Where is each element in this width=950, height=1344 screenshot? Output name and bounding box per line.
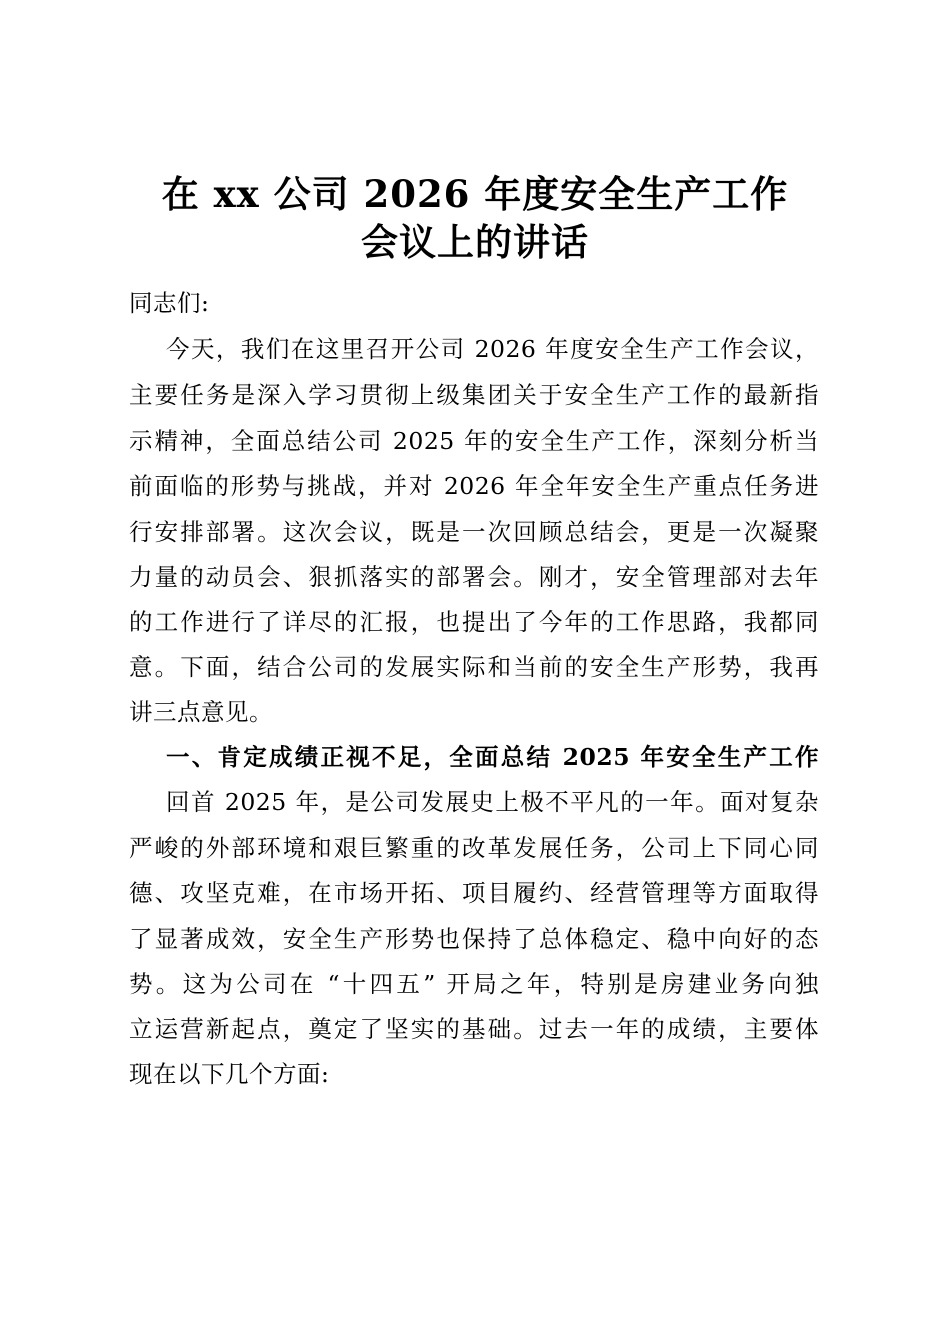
salutation: 同志们: xyxy=(129,289,210,317)
paragraph-1-line: 今天，我们在这里召开公司 2026 年度安全生产工作会议， xyxy=(166,335,819,363)
paragraph-2-line: 了显著成效，安全生产形势也保持了总体稳定、稳中向好的态 xyxy=(129,925,819,953)
paragraph-1-line: 的工作进行了详尽的汇报，也提出了今年的工作思路，我都同 xyxy=(129,608,819,636)
paragraph-1-line: 力量的动员会、狠抓落实的部署会。刚才，安全管理部对去年 xyxy=(129,563,819,591)
document-title-line-1: 在 xx 公司 2026 年度安全生产工作 xyxy=(161,172,789,216)
paragraph-2-line: 德、攻坚克难，在市场开拓、项目履约、经营管理等方面取得 xyxy=(129,879,819,907)
paragraph-2-line: 立运营新起点，奠定了坚实的基础。过去一年的成绩，主要体 xyxy=(129,1015,819,1043)
paragraph-2-line: 严峻的外部环境和艰巨繁重的改革发展任务，公司上下同心同 xyxy=(129,834,819,862)
document-title-line-2: 会议上的讲话 xyxy=(361,220,589,264)
paragraph-2-line: 现在以下几个方面: xyxy=(129,1060,330,1088)
paragraph-2-line: 回首 2025 年，是公司发展史上极不平凡的一年。面对复杂 xyxy=(166,788,819,816)
paragraph-2-line: 势。这为公司在 “十四五” 开局之年，特别是房建业务向独 xyxy=(129,970,819,998)
paragraph-1-line: 行安排部署。这次会议，既是一次回顾总结会，更是一次凝聚 xyxy=(129,518,819,546)
paragraph-1-line: 前面临的形势与挑战，并对 2026 年全年安全生产重点任务进 xyxy=(129,472,819,500)
section-heading-1: 一、肯定成绩正视不足，全面总结 2025 年安全生产工作 xyxy=(166,743,819,771)
paragraph-1-line: 示精神，全面总结公司 2025 年的安全生产工作，深刻分析当 xyxy=(129,427,819,455)
paragraph-1-line: 主要任务是深入学习贯彻上级集团关于安全生产工作的最新指 xyxy=(129,381,819,409)
paragraph-1-line: 意。下面，结合公司的发展实际和当前的安全生产形势，我再 xyxy=(129,653,819,681)
paragraph-1-line: 讲三点意见。 xyxy=(129,698,273,726)
